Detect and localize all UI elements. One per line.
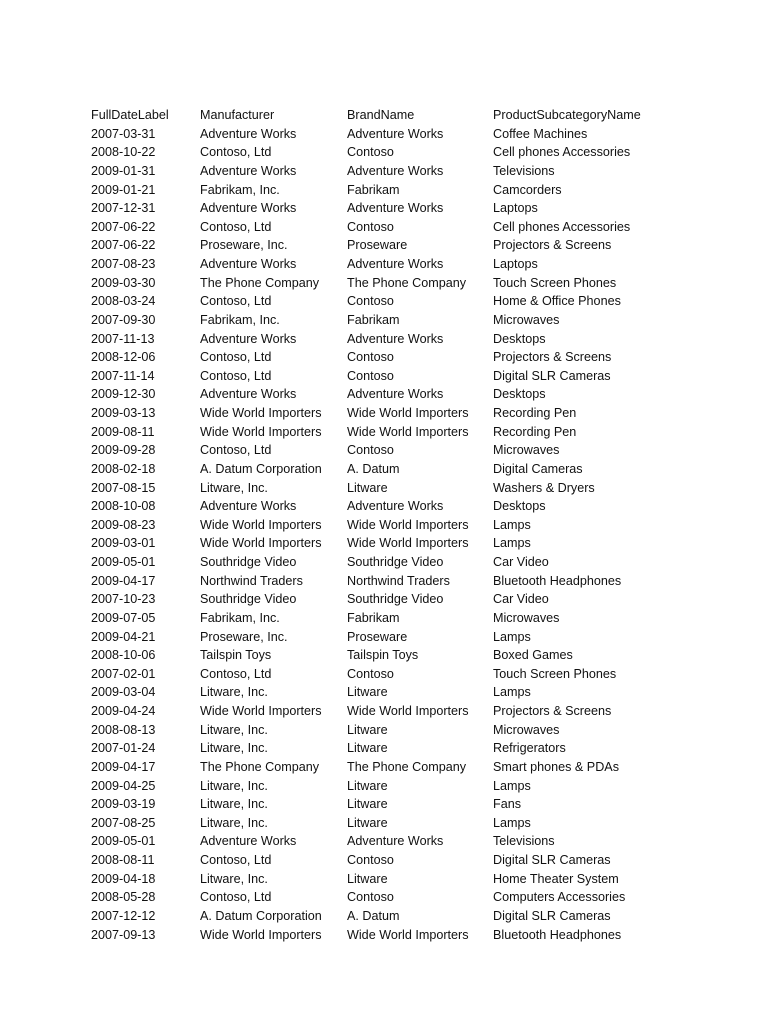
cell-productsubcategoryname: Fans bbox=[493, 797, 521, 812]
cell-fulldatelabel: 2009-04-18 bbox=[91, 871, 156, 886]
cell-manufacturer: Wide World Importers bbox=[200, 704, 322, 718]
cell-productsubcategoryname: Coffee Machines bbox=[493, 126, 588, 141]
cell-productsubcategoryname: Lamps bbox=[493, 778, 531, 793]
cell-fulldatelabel: 2007-01-24 bbox=[91, 741, 156, 756]
cell-manufacturer: Northwind Traders bbox=[200, 573, 303, 588]
cell-brandname: Southridge Video bbox=[347, 555, 444, 569]
cell-fulldatelabel: 2008-10-08 bbox=[91, 499, 156, 514]
cell-productsubcategoryname: Home Theater System bbox=[493, 871, 619, 886]
cell-manufacturer: Proseware, Inc. bbox=[200, 629, 288, 644]
cell-productsubcategoryname: Recording Pen bbox=[493, 406, 577, 420]
cell-productsubcategoryname: Desktops bbox=[493, 331, 546, 346]
cell-fulldatelabel: 2007-09-30 bbox=[91, 312, 156, 327]
cell-manufacturer: Adventure Works bbox=[200, 163, 297, 178]
table-row bbox=[91, 777, 683, 796]
cell-productsubcategoryname: Projectors & Screens bbox=[493, 704, 612, 718]
cell-brandname: Adventure Works bbox=[347, 257, 444, 271]
cell-manufacturer: Litware, Inc. bbox=[200, 741, 268, 756]
table-row bbox=[91, 236, 683, 255]
table-row bbox=[91, 367, 683, 386]
cell-manufacturer: Tailspin Toys bbox=[200, 648, 272, 663]
header-fulldatelabel: FullDateLabel bbox=[91, 108, 169, 122]
cell-brandname: Proseware bbox=[347, 238, 408, 253]
cell-productsubcategoryname: Digital SLR Cameras bbox=[493, 908, 611, 923]
cell-fulldatelabel: 2007-10-23 bbox=[91, 592, 156, 607]
cell-productsubcategoryname: Televisions bbox=[493, 163, 555, 178]
table-row bbox=[91, 572, 683, 591]
cell-fulldatelabel: 2009-05-01 bbox=[91, 834, 156, 849]
cell-brandname: Contoso bbox=[347, 890, 394, 905]
cell-manufacturer: The Phone Company bbox=[200, 759, 320, 774]
cell-fulldatelabel: 2009-05-01 bbox=[91, 555, 156, 569]
cell-productsubcategoryname: Televisions bbox=[493, 834, 555, 849]
table-row bbox=[91, 199, 683, 218]
table-row bbox=[91, 125, 683, 144]
cell-productsubcategoryname: Bluetooth Headphones bbox=[493, 573, 622, 588]
table-row bbox=[91, 758, 683, 777]
cell-fulldatelabel: 2007-03-31 bbox=[91, 126, 156, 141]
cell-manufacturer: Contoso, Ltd bbox=[200, 443, 272, 458]
cell-productsubcategoryname: Refrigerators bbox=[493, 741, 566, 756]
cell-brandname: Wide World Importers bbox=[347, 406, 469, 420]
table-row bbox=[91, 479, 683, 498]
cell-fulldatelabel: 2007-08-23 bbox=[91, 257, 156, 271]
table-row bbox=[91, 330, 683, 349]
cell-fulldatelabel: 2008-05-28 bbox=[91, 890, 156, 905]
cell-fulldatelabel: 2007-08-15 bbox=[91, 480, 156, 495]
cell-productsubcategoryname: Touch Screen Phones bbox=[493, 666, 617, 681]
table-body bbox=[91, 125, 683, 945]
cell-fulldatelabel: 2008-02-18 bbox=[91, 461, 156, 476]
cell-fulldatelabel: 2008-10-06 bbox=[91, 648, 156, 663]
cell-productsubcategoryname: Digital Cameras bbox=[493, 461, 583, 476]
cell-productsubcategoryname: Desktops bbox=[493, 499, 546, 514]
table-row bbox=[91, 143, 683, 162]
cell-brandname: Fabrikam bbox=[347, 182, 400, 197]
table-row bbox=[91, 590, 683, 609]
cell-productsubcategoryname: Computers Accessories bbox=[493, 890, 626, 905]
cell-brandname: The Phone Company bbox=[347, 759, 467, 774]
cell-productsubcategoryname: Smart phones & PDAs bbox=[493, 759, 619, 774]
cell-brandname: Wide World Importers bbox=[347, 927, 469, 942]
cell-productsubcategoryname: Touch Screen Phones bbox=[493, 275, 617, 290]
cell-fulldatelabel: 2009-08-11 bbox=[91, 424, 155, 439]
cell-manufacturer: Adventure Works bbox=[200, 201, 297, 216]
table-row bbox=[91, 255, 683, 274]
cell-fulldatelabel: 2009-03-01 bbox=[91, 536, 156, 551]
table-row bbox=[91, 385, 683, 404]
cell-productsubcategoryname: Car Video bbox=[493, 555, 549, 569]
cell-fulldatelabel: 2007-06-22 bbox=[91, 238, 156, 253]
cell-manufacturer: Fabrikam, Inc. bbox=[200, 610, 280, 625]
table-row bbox=[91, 888, 683, 907]
cell-brandname: Adventure Works bbox=[347, 499, 444, 514]
cell-brandname: Contoso bbox=[347, 294, 394, 309]
cell-manufacturer: The Phone Company bbox=[200, 275, 320, 290]
cell-productsubcategoryname: Lamps bbox=[493, 685, 531, 700]
cell-manufacturer: Adventure Works bbox=[200, 126, 297, 141]
cell-productsubcategoryname: Car Video bbox=[493, 592, 549, 607]
cell-manufacturer: Litware, Inc. bbox=[200, 685, 268, 700]
cell-manufacturer: Adventure Works bbox=[200, 387, 297, 402]
cell-brandname: Litware bbox=[347, 722, 388, 737]
cell-brandname: Adventure Works bbox=[347, 331, 444, 346]
cell-manufacturer: Adventure Works bbox=[200, 257, 297, 271]
table-row bbox=[91, 162, 683, 181]
cell-brandname: A. Datum bbox=[347, 461, 400, 476]
cell-manufacturer: Litware, Inc. bbox=[200, 778, 268, 793]
cell-brandname: Litware bbox=[347, 685, 388, 700]
cell-fulldatelabel: 2007-09-13 bbox=[91, 927, 156, 942]
cell-manufacturer: Southridge Video bbox=[200, 592, 297, 607]
cell-manufacturer: Contoso, Ltd bbox=[200, 294, 272, 309]
table-row bbox=[91, 404, 683, 423]
table-row bbox=[91, 665, 683, 684]
cell-brandname: Adventure Works bbox=[347, 834, 444, 849]
table-row bbox=[91, 218, 683, 237]
cell-fulldatelabel: 2007-11-13 bbox=[91, 331, 155, 346]
cell-productsubcategoryname: Camcorders bbox=[493, 182, 562, 197]
table-row bbox=[91, 795, 683, 814]
cell-fulldatelabel: 2008-08-13 bbox=[91, 722, 156, 737]
cell-productsubcategoryname: Lamps bbox=[493, 536, 531, 551]
cell-fulldatelabel: 2009-08-23 bbox=[91, 517, 156, 532]
table-row bbox=[91, 292, 683, 311]
cell-brandname: Contoso bbox=[347, 443, 394, 458]
cell-fulldatelabel: 2009-03-19 bbox=[91, 797, 156, 812]
cell-manufacturer: Fabrikam, Inc. bbox=[200, 312, 280, 327]
cell-manufacturer: Litware, Inc. bbox=[200, 797, 268, 812]
cell-brandname: Adventure Works bbox=[347, 163, 444, 178]
header-row bbox=[91, 106, 683, 125]
cell-brandname: Wide World Importers bbox=[347, 517, 469, 532]
table-row bbox=[91, 516, 683, 535]
cell-fulldatelabel: 2008-08-11 bbox=[91, 853, 155, 867]
cell-brandname: Adventure Works bbox=[347, 201, 444, 216]
cell-manufacturer: A. Datum Corporation bbox=[200, 461, 322, 476]
cell-manufacturer: Fabrikam, Inc. bbox=[200, 182, 280, 197]
cell-brandname: Contoso bbox=[347, 666, 394, 681]
cell-manufacturer: Southridge Video bbox=[200, 555, 297, 569]
cell-brandname: Contoso bbox=[347, 219, 394, 234]
cell-fulldatelabel: 2007-02-01 bbox=[91, 666, 156, 681]
table-row bbox=[91, 553, 683, 572]
cell-productsubcategoryname: Microwaves bbox=[493, 722, 560, 737]
table-row bbox=[91, 683, 683, 702]
cell-brandname: Contoso bbox=[347, 853, 394, 867]
cell-manufacturer: Litware, Inc. bbox=[200, 722, 268, 737]
table-row bbox=[91, 628, 683, 647]
cell-fulldatelabel: 2009-01-21 bbox=[91, 182, 156, 197]
cell-productsubcategoryname: Cell phones Accessories bbox=[493, 219, 631, 234]
cell-manufacturer: Contoso, Ltd bbox=[200, 219, 272, 234]
cell-manufacturer: Adventure Works bbox=[200, 499, 297, 514]
cell-productsubcategoryname: Digital SLR Cameras bbox=[493, 853, 611, 867]
cell-productsubcategoryname: Lamps bbox=[493, 517, 531, 532]
cell-productsubcategoryname: Home & Office Phones bbox=[493, 294, 621, 309]
table-row bbox=[91, 423, 683, 442]
table-row bbox=[91, 739, 683, 758]
table-row bbox=[91, 814, 683, 833]
cell-manufacturer: A. Datum Corporation bbox=[200, 908, 322, 923]
cell-fulldatelabel: 2007-12-31 bbox=[91, 201, 156, 216]
table-row bbox=[91, 832, 683, 851]
cell-manufacturer: Wide World Importers bbox=[200, 406, 322, 420]
cell-productsubcategoryname: Washers & Dryers bbox=[493, 480, 595, 495]
cell-manufacturer: Contoso, Ltd bbox=[200, 350, 272, 365]
cell-productsubcategoryname: Boxed Games bbox=[493, 648, 573, 663]
table-row bbox=[91, 926, 683, 945]
cell-manufacturer: Litware, Inc. bbox=[200, 480, 268, 495]
cell-fulldatelabel: 2009-03-13 bbox=[91, 406, 156, 420]
cell-fulldatelabel: 2009-03-30 bbox=[91, 275, 156, 290]
cell-productsubcategoryname: Microwaves bbox=[493, 610, 560, 625]
cell-brandname: Fabrikam bbox=[347, 610, 400, 625]
cell-productsubcategoryname: Microwaves bbox=[493, 443, 560, 458]
table-row bbox=[91, 181, 683, 200]
cell-manufacturer: Wide World Importers bbox=[200, 424, 322, 439]
cell-brandname: Litware bbox=[347, 741, 388, 756]
cell-manufacturer: Adventure Works bbox=[200, 834, 297, 849]
cell-manufacturer: Contoso, Ltd bbox=[200, 368, 272, 383]
cell-manufacturer: Wide World Importers bbox=[200, 517, 322, 532]
cell-manufacturer: Contoso, Ltd bbox=[200, 853, 272, 867]
cell-manufacturer: Contoso, Ltd bbox=[200, 890, 272, 905]
table-row bbox=[91, 721, 683, 740]
table-row bbox=[91, 534, 683, 553]
table-row bbox=[91, 274, 683, 293]
cell-fulldatelabel: 2008-10-22 bbox=[91, 145, 156, 160]
table-row bbox=[91, 609, 683, 628]
data-table bbox=[91, 106, 683, 944]
cell-productsubcategoryname: Digital SLR Cameras bbox=[493, 368, 611, 383]
cell-productsubcategoryname: Laptops bbox=[493, 201, 538, 216]
cell-productsubcategoryname: Projectors & Screens bbox=[493, 238, 612, 253]
cell-brandname: Fabrikam bbox=[347, 312, 400, 327]
cell-fulldatelabel: 2007-12-12 bbox=[91, 908, 156, 923]
cell-brandname: Litware bbox=[347, 778, 388, 793]
cell-manufacturer: Contoso, Ltd bbox=[200, 666, 272, 681]
cell-fulldatelabel: 2009-04-17 bbox=[91, 573, 156, 588]
cell-manufacturer: Litware, Inc. bbox=[200, 815, 268, 830]
cell-productsubcategoryname: Lamps bbox=[493, 629, 531, 644]
cell-fulldatelabel: 2009-01-31 bbox=[91, 163, 156, 178]
table-row bbox=[91, 348, 683, 367]
cell-brandname: The Phone Company bbox=[347, 275, 467, 290]
table-row bbox=[91, 460, 683, 479]
cell-productsubcategoryname: Lamps bbox=[493, 815, 531, 830]
cell-brandname: Adventure Works bbox=[347, 126, 444, 141]
table-row bbox=[91, 870, 683, 889]
cell-brandname: Southridge Video bbox=[347, 592, 444, 607]
cell-fulldatelabel: 2009-04-25 bbox=[91, 778, 156, 793]
table-row bbox=[91, 907, 683, 926]
header-manufacturer: Manufacturer bbox=[200, 108, 275, 122]
table-row bbox=[91, 441, 683, 460]
cell-brandname: Tailspin Toys bbox=[347, 648, 419, 663]
cell-productsubcategoryname: Cell phones Accessories bbox=[493, 145, 631, 160]
cell-brandname: Litware bbox=[347, 480, 388, 495]
cell-fulldatelabel: 2008-12-06 bbox=[91, 350, 156, 365]
cell-productsubcategoryname: Recording Pen bbox=[493, 424, 577, 439]
cell-brandname: A. Datum bbox=[347, 908, 400, 923]
cell-brandname: Contoso bbox=[347, 145, 394, 160]
cell-brandname: Wide World Importers bbox=[347, 536, 469, 551]
cell-manufacturer: Litware, Inc. bbox=[200, 871, 268, 886]
header-productsubcategoryname: ProductSubcategoryName bbox=[493, 108, 641, 122]
cell-manufacturer: Wide World Importers bbox=[200, 536, 322, 551]
cell-brandname: Wide World Importers bbox=[347, 704, 469, 718]
cell-manufacturer: Contoso, Ltd bbox=[200, 145, 272, 160]
cell-brandname: Contoso bbox=[347, 350, 394, 365]
cell-manufacturer: Adventure Works bbox=[200, 331, 297, 346]
cell-productsubcategoryname: Projectors & Screens bbox=[493, 350, 612, 365]
cell-fulldatelabel: 2009-04-17 bbox=[91, 759, 156, 774]
table-row bbox=[91, 851, 683, 870]
cell-fulldatelabel: 2009-03-04 bbox=[91, 685, 156, 700]
cell-manufacturer: Proseware, Inc. bbox=[200, 238, 288, 253]
table-row bbox=[91, 497, 683, 516]
cell-brandname: Proseware bbox=[347, 629, 408, 644]
cell-fulldatelabel: 2009-04-21 bbox=[91, 629, 156, 644]
cell-productsubcategoryname: Microwaves bbox=[493, 312, 560, 327]
cell-productsubcategoryname: Desktops bbox=[493, 387, 546, 402]
cell-brandname: Northwind Traders bbox=[347, 573, 450, 588]
cell-fulldatelabel: 2009-07-05 bbox=[91, 610, 156, 625]
table-row bbox=[91, 311, 683, 330]
cell-brandname: Litware bbox=[347, 797, 388, 812]
table-row bbox=[91, 646, 683, 665]
cell-fulldatelabel: 2007-08-25 bbox=[91, 815, 156, 830]
cell-fulldatelabel: 2007-11-14 bbox=[91, 368, 155, 383]
cell-productsubcategoryname: Bluetooth Headphones bbox=[493, 927, 622, 942]
cell-productsubcategoryname: Laptops bbox=[493, 257, 538, 271]
cell-brandname: Litware bbox=[347, 871, 388, 886]
cell-brandname: Contoso bbox=[347, 368, 394, 383]
cell-fulldatelabel: 2008-03-24 bbox=[91, 294, 156, 309]
table-row bbox=[91, 702, 683, 721]
cell-brandname: Wide World Importers bbox=[347, 424, 469, 439]
cell-fulldatelabel: 2009-12-30 bbox=[91, 387, 156, 402]
cell-fulldatelabel: 2007-06-22 bbox=[91, 219, 156, 234]
cell-fulldatelabel: 2009-04-24 bbox=[91, 704, 156, 718]
header-brandname: BrandName bbox=[347, 108, 415, 122]
cell-manufacturer: Wide World Importers bbox=[200, 927, 322, 942]
cell-brandname: Litware bbox=[347, 815, 388, 830]
cell-fulldatelabel: 2009-09-28 bbox=[91, 443, 156, 458]
cell-brandname: Adventure Works bbox=[347, 387, 444, 402]
